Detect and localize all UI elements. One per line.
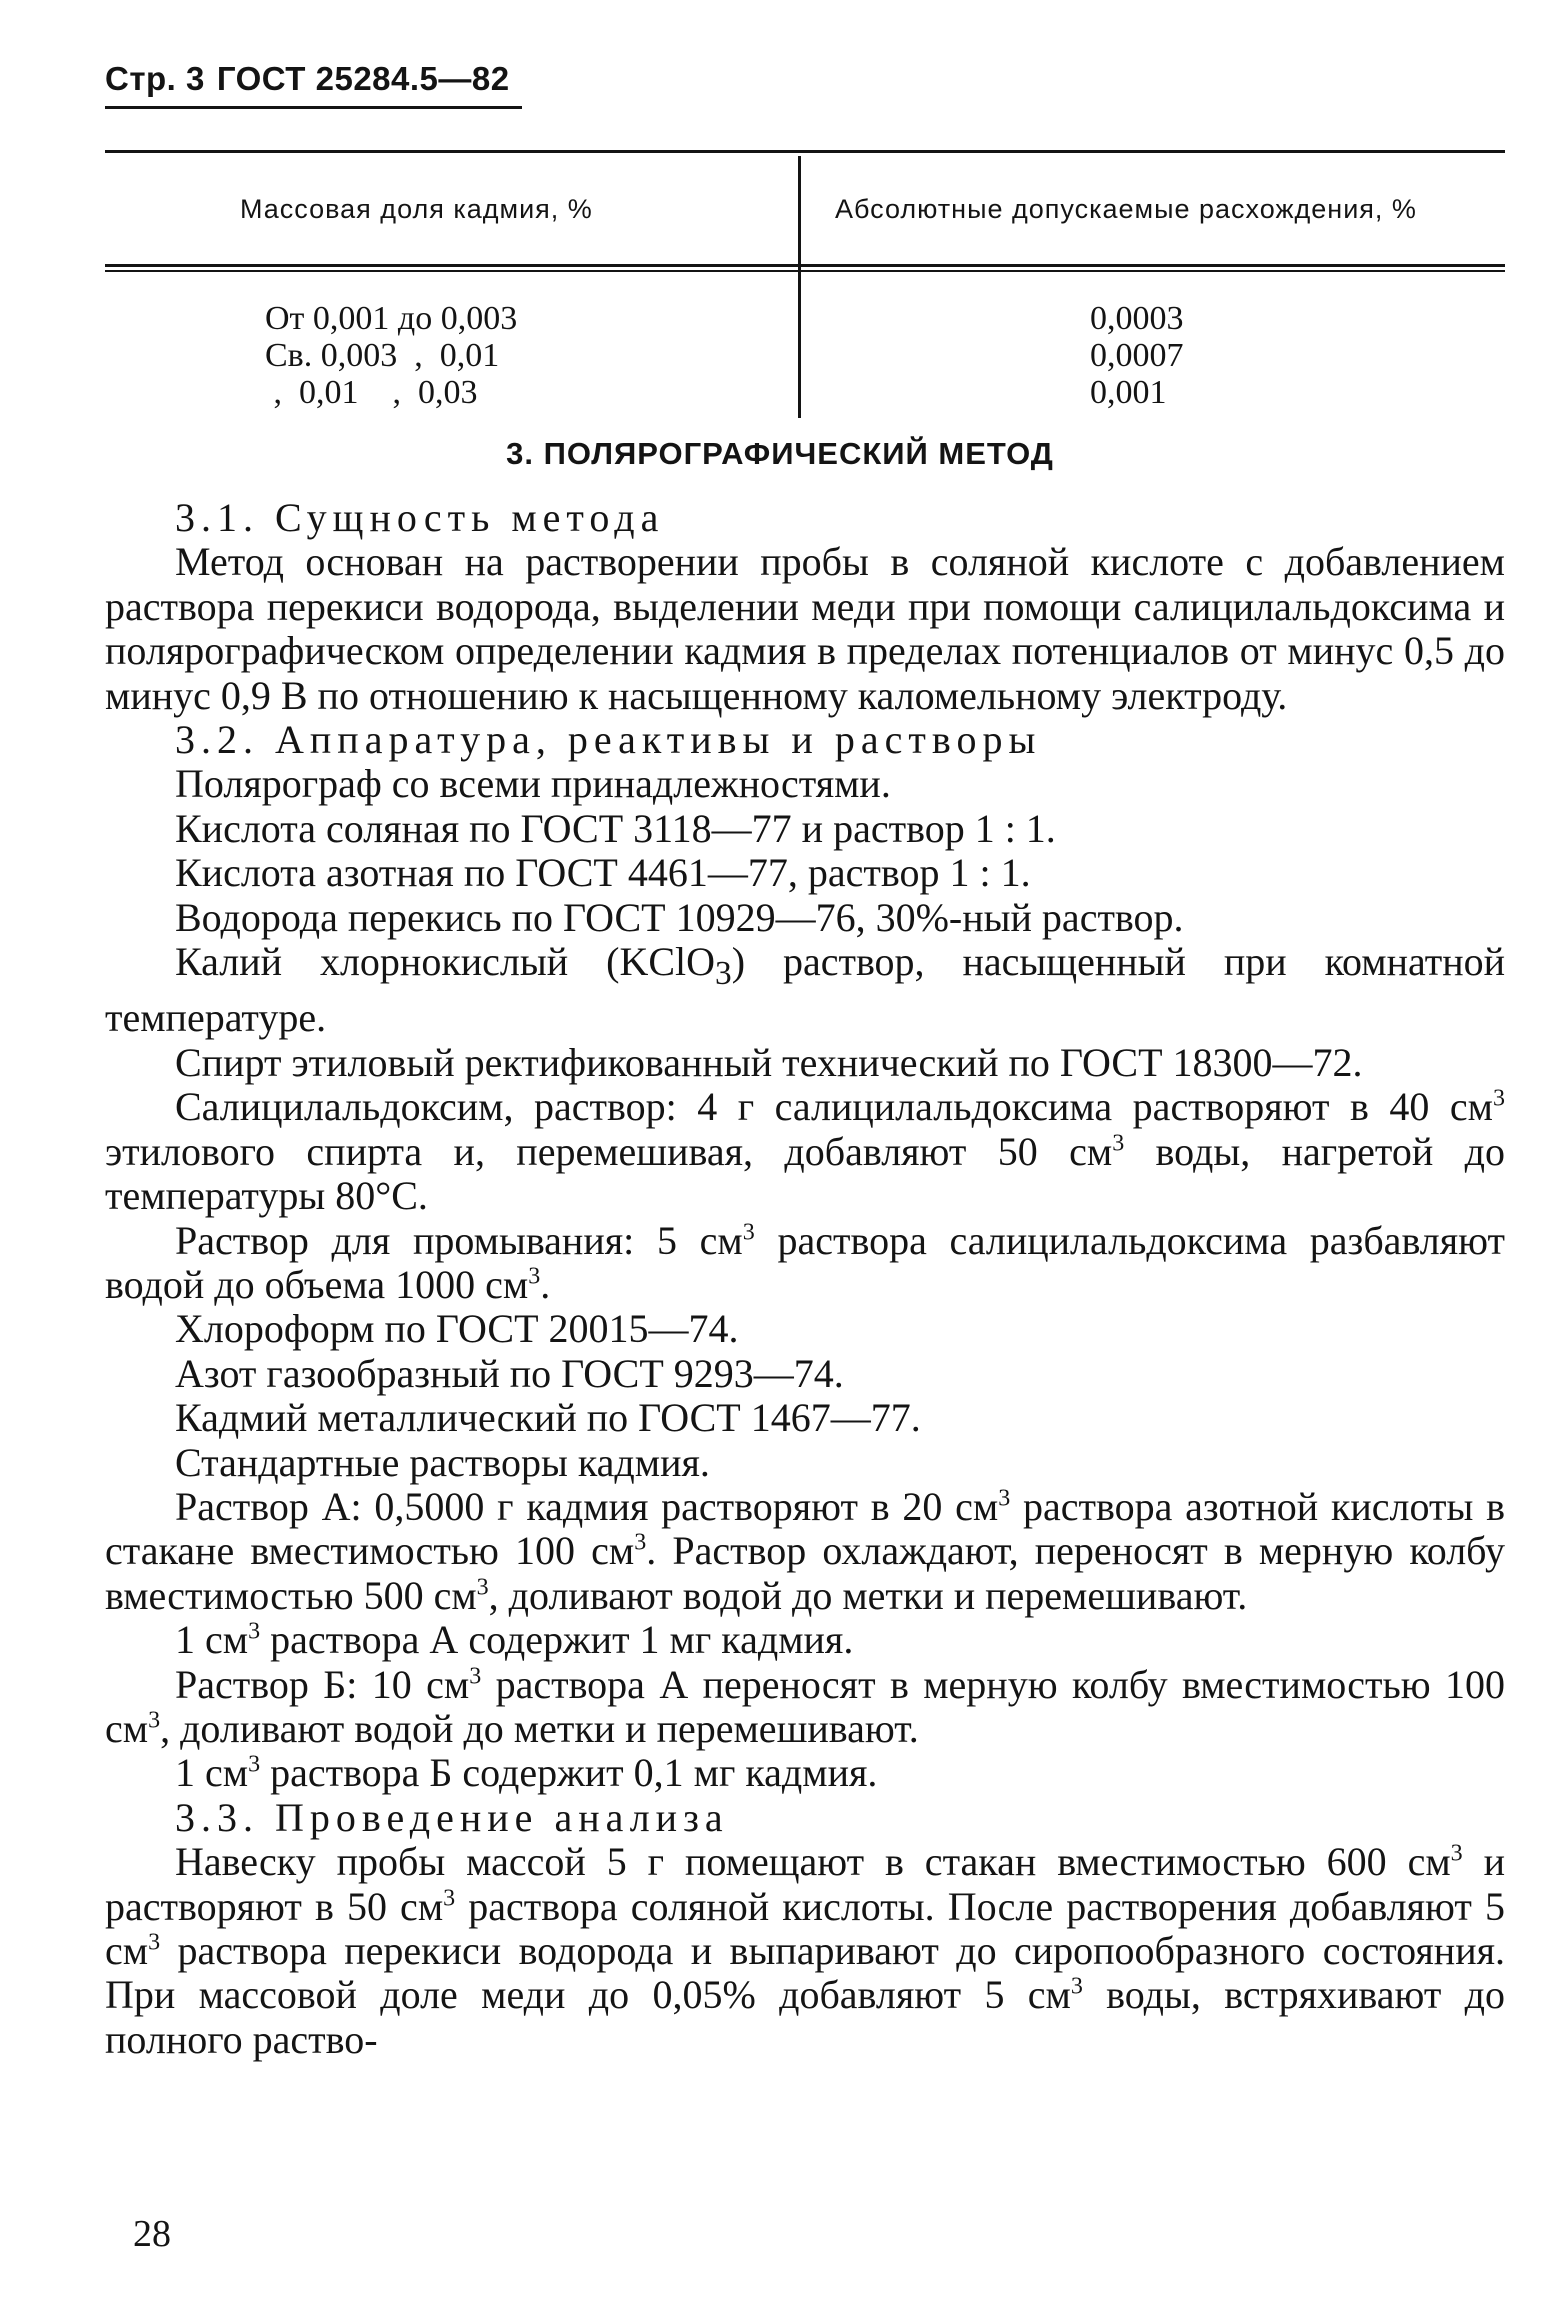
reagent-cadmium-metal: Кадмий металлический по ГОСТ 1467—77.: [175, 1395, 921, 1441]
reagent-chloroform: Хлороформ по ГОСТ 20015—74.: [175, 1306, 739, 1352]
document-body: [105, 496, 1505, 2062]
page-header: [105, 60, 522, 109]
section-title: 3. ПОЛЯРОГРАФИЧЕСКИЙ МЕТОД: [506, 436, 1054, 471]
table-cell-value: 0,001: [1090, 374, 1167, 411]
table-cell-range: Св. 0,003 , 0,01: [265, 337, 500, 374]
paragraph-analysis: Навеску пробы массой 5 г помещают в стакан вместимостью 600 $см^3$ и растворяют в 50 $см^3$ раствора соляной кислоты. После растворения добавляют 5 $см^3$ раствора перекиси водорода и выпаривают до сиропообразного состояния. При массовой доле меди до 0,05% добавляют 5 $см^3$ воды, встряхивают до полного раство-: [105, 1839, 1506, 2062]
reagent-nitric-acid: Кислота азотная по ГОСТ 4461—77, раствор 1 : 1.: [175, 850, 1031, 896]
subscript: 3: [715, 955, 732, 993]
subsection-heading-3-1: 3.1. Сущность метода: [175, 495, 665, 540]
reagent-salicylaldoxime: Салицилальдоксим, раствор: 4 г салицилальдоксима растворяют в 40 $см^3$ этилового спирта и, перемешивая, добавляют 50 $см^3$ воды, нагретой до температуры 80°С.: [105, 1084, 1506, 1219]
solution-b-note: 1 $см^3$ раствора Б содержит 0,1 мг кадмия.: [175, 1750, 878, 1796]
table-column-divider: [798, 156, 801, 418]
subsection-heading-3-2: 3.2. Аппаратура, реактивы и растворы: [175, 717, 1042, 763]
reagent-hydrogen-peroxide: Водорода перекись по ГОСТ 10929—76, 30%-ный раствор.: [175, 894, 1184, 940]
paragraph-method-essence: Метод основан на растворении пробы в соляной кислоте с добавлением раствора перекиси водорода, выделении меди при помощи салицилальдоксима и полярографическом определении кадмия в пределах потенциалов от минус 0,5 до минус 0,9 В по отношению к насыщенному каломельному электроду.: [105, 539, 1505, 718]
table-header-tolerance: Абсолютные допускаемые расхождения, %: [835, 194, 1417, 224]
table-header-rule-double: [105, 270, 1505, 272]
standard-solutions-heading: Стандартные растворы кадмия.: [175, 1439, 710, 1485]
table-header-rule: [105, 264, 1505, 267]
table-cell-value: 0,0007: [1090, 337, 1184, 374]
table-cell-value: 0,0003: [1090, 300, 1184, 337]
page-label: Стр. 3: [105, 60, 205, 97]
subsection-heading-3-3: 3.3. Проведение анализа: [175, 1794, 729, 1840]
solution-a-note: 1 $см^3$ раствора А содержит 1 мг кадмия.: [175, 1617, 854, 1663]
solution-a: Раствор А: 0,5000 г кадмия растворяют в 20 $см^3$ раствора азотной кислоты в стакане вместимостью 100 $см^3$. Раствор охлаждают, переносят в мерную колбу вместимостью 500 $см^3$, доливают водой до метки и перемешивают.: [105, 1483, 1506, 1618]
table-top-rule: [105, 150, 1505, 153]
page-number: 28: [133, 2213, 171, 2255]
reagent-wash-solution: Раствор для промывания: 5 $см^3$ раствора салицилальдоксима разбавляют водой до объема 1000 $см^3$.: [105, 1217, 1505, 1307]
reagent-hydrochloric-acid: Кислота соляная по ГОСТ 3118—77 и раствор 1 : 1.: [175, 805, 1056, 851]
reagent-polarograph: Полярограф со всеми принадлежностями.: [175, 761, 891, 807]
solution-b: Раствор Б: 10 $см^3$ раствора А переносят в мерную колбу вместимостью 100 $см^3$, доливают водой до метки и перемешивают.: [105, 1661, 1506, 1751]
reagent-potassium-chlorate: Калий хлорнокислый (KClO$_3$) раствор, насыщенный при комнатной температуре.: [105, 939, 1506, 1041]
reagent-nitrogen: Азот газообразный по ГОСТ 9293—74.: [175, 1350, 844, 1396]
standard-number: ГОСТ 25284.5—82: [216, 60, 510, 97]
reagent-ethanol: Спирт этиловый ректификованный технический по ГОСТ 18300—72.: [175, 1039, 1363, 1085]
table-cell-range: , 0,01 , 0,03: [265, 374, 478, 411]
table-cell-range: От 0,001 до 0,003: [265, 300, 518, 337]
table-header-mass-fraction: Массовая доля кадмия, %: [240, 194, 593, 224]
